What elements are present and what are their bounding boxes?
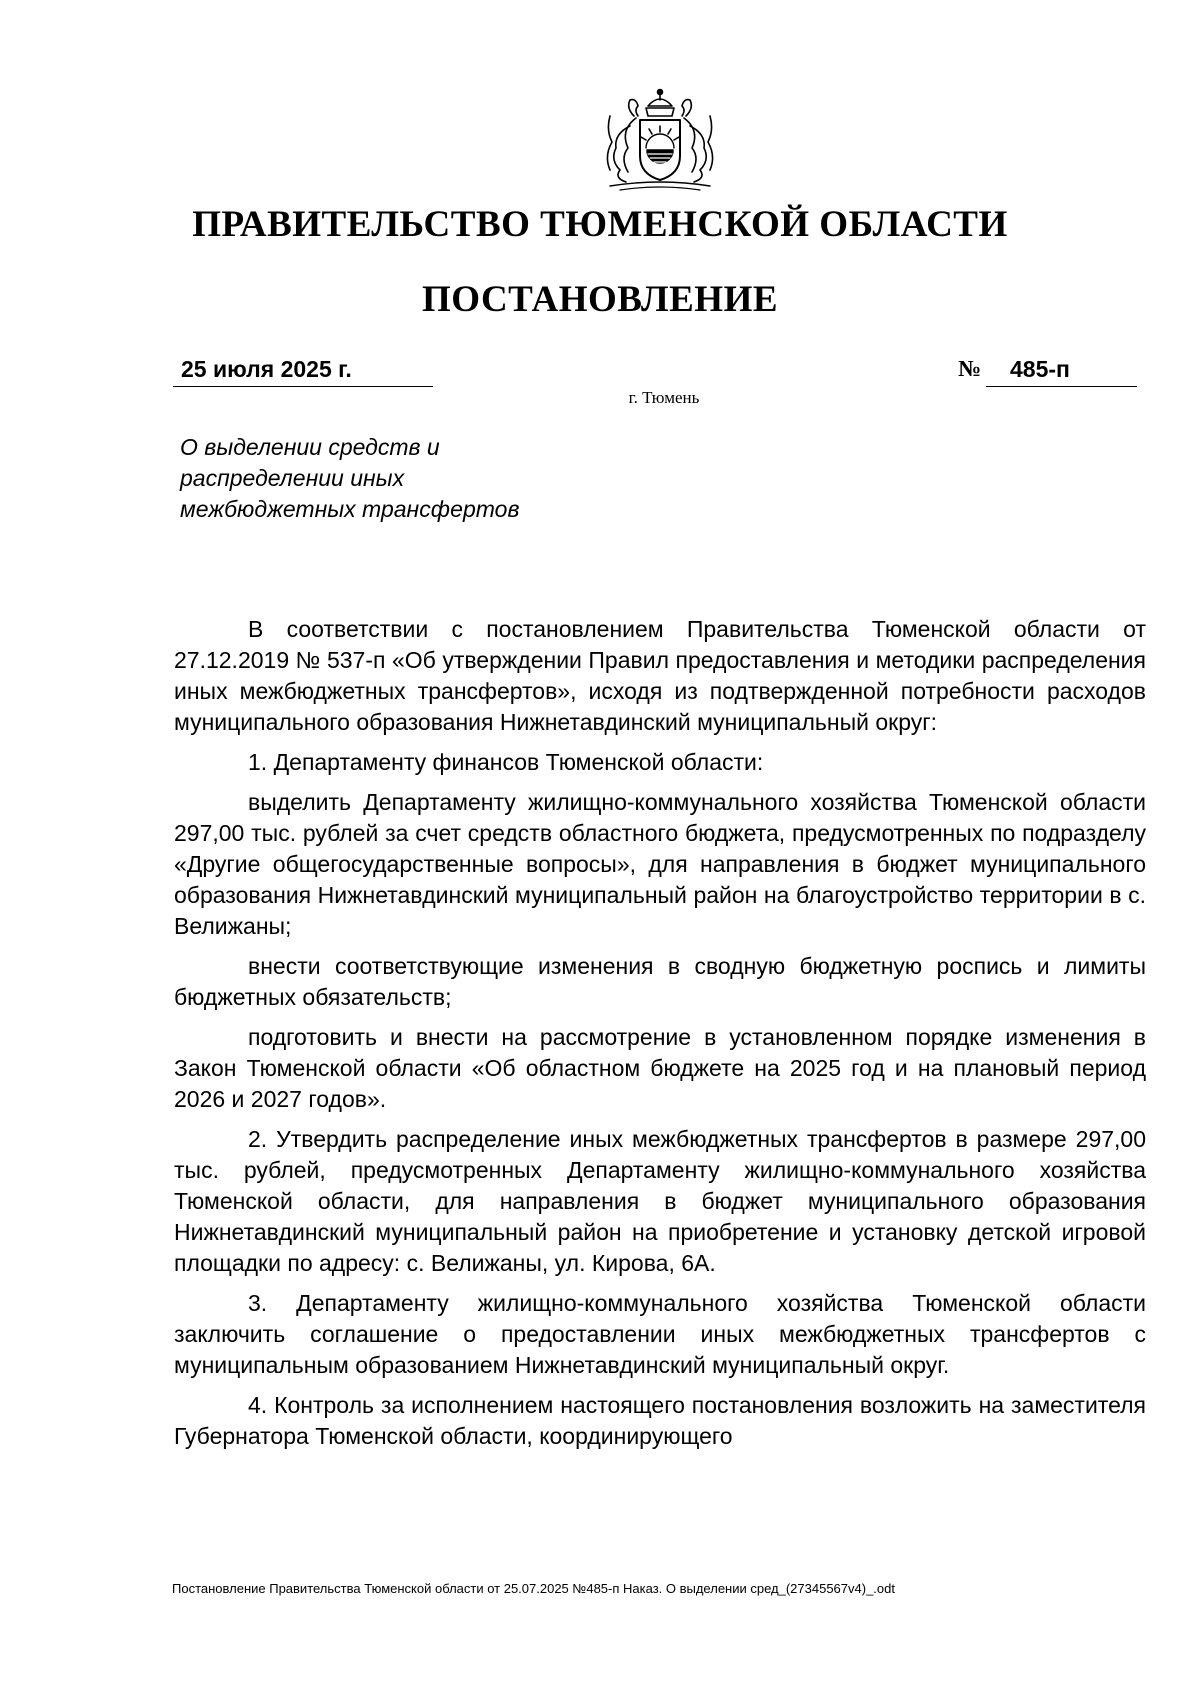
body-paragraph: выделить Департаменту жилищно-коммунального хозяйства Тюменской области 297,00 тыс. рублей за счет средств областного бюджета, предусмотренных по подразделу «Другие общегосударственные вопросы», для направления в бюджет муниципального образования Нижнетавдинский муниципальный район на благоустройство территории в с. Велижаны; xyxy=(174,789,1146,939)
document-type-heading: ПОСТАНОВЛЕНИЕ xyxy=(421,279,779,320)
body-paragraph: внести соответствующие изменения в сводную бюджетную роспись и лимиты бюджетных обязательств; xyxy=(174,953,1146,1010)
body-paragraph: 3. Департаменту жилищно-коммунального хозяйства Тюменской области заключить соглашение о предоставлении иных межбюджетных трансфертов с муниципальным образованием Нижнетавдинский муниципальный округ. xyxy=(174,1290,1146,1378)
subject-line: межбюджетных трансфертов xyxy=(180,496,520,522)
document-date-field xyxy=(173,356,433,387)
document-body xyxy=(174,614,1146,1461)
body-paragraph: В соответствии с постановлением Правительства Тюменской области от 27.12.2019 № 537-п «Об утверждении Правил предоставления и методики распределения иных межбюджетных трансфертов», исходя из подтвержденной потребности расходов муниципального образования Нижнетавдинский муниципальный округ: xyxy=(174,616,1146,735)
page-footer: Постановление Правительства Тюменской области от 25.07.2025 №485-п Наказ. О выделении сред_(27345567v4)_.odt xyxy=(172,1581,895,1596)
subject-line: О выделении средств и xyxy=(180,434,440,460)
document-date: 25 июля 2025 г. xyxy=(181,356,352,382)
coat-of-arms-icon xyxy=(590,86,730,194)
body-paragraph: подготовить и внести на рассмотрение в установленном порядке изменения в Закон Тюменской области «Об областном бюджете на 2025 год и на плановый период 2026 и 2027 годов». xyxy=(174,1024,1146,1112)
document-number: 485-п xyxy=(1010,356,1070,382)
document-number-field xyxy=(986,356,1137,387)
subject-line: распределении иных xyxy=(180,465,405,491)
document-subject xyxy=(180,432,620,525)
body-paragraph: 1. Департаменту финансов Тюменской области: xyxy=(248,749,764,775)
number-sign: № xyxy=(958,356,982,381)
body-paragraph: 4. Контроль за исполнением настоящего постановления возложить на заместителя Губернатора Тюменской области, координирующего xyxy=(174,1392,1146,1449)
body-paragraph: 2. Утвердить распределение иных межбюджетных трансфертов в размере 297,00 тыс. рублей, предусмотренных Департаменту жилищно-коммунального хозяйства Тюменской области, для направления в бюджет муниципального образования Нижнетавдинский муниципальный район на приобретение и установку детской игровой площадки по адресу: с. Велижаны, ул. Кирова, 6А. xyxy=(174,1126,1146,1276)
organization-title: ПРАВИТЕЛЬСТВО ТЮМЕНСКОЙ ОБЛАСТИ xyxy=(192,204,1008,245)
city-label: г. Тюмень xyxy=(628,388,700,407)
